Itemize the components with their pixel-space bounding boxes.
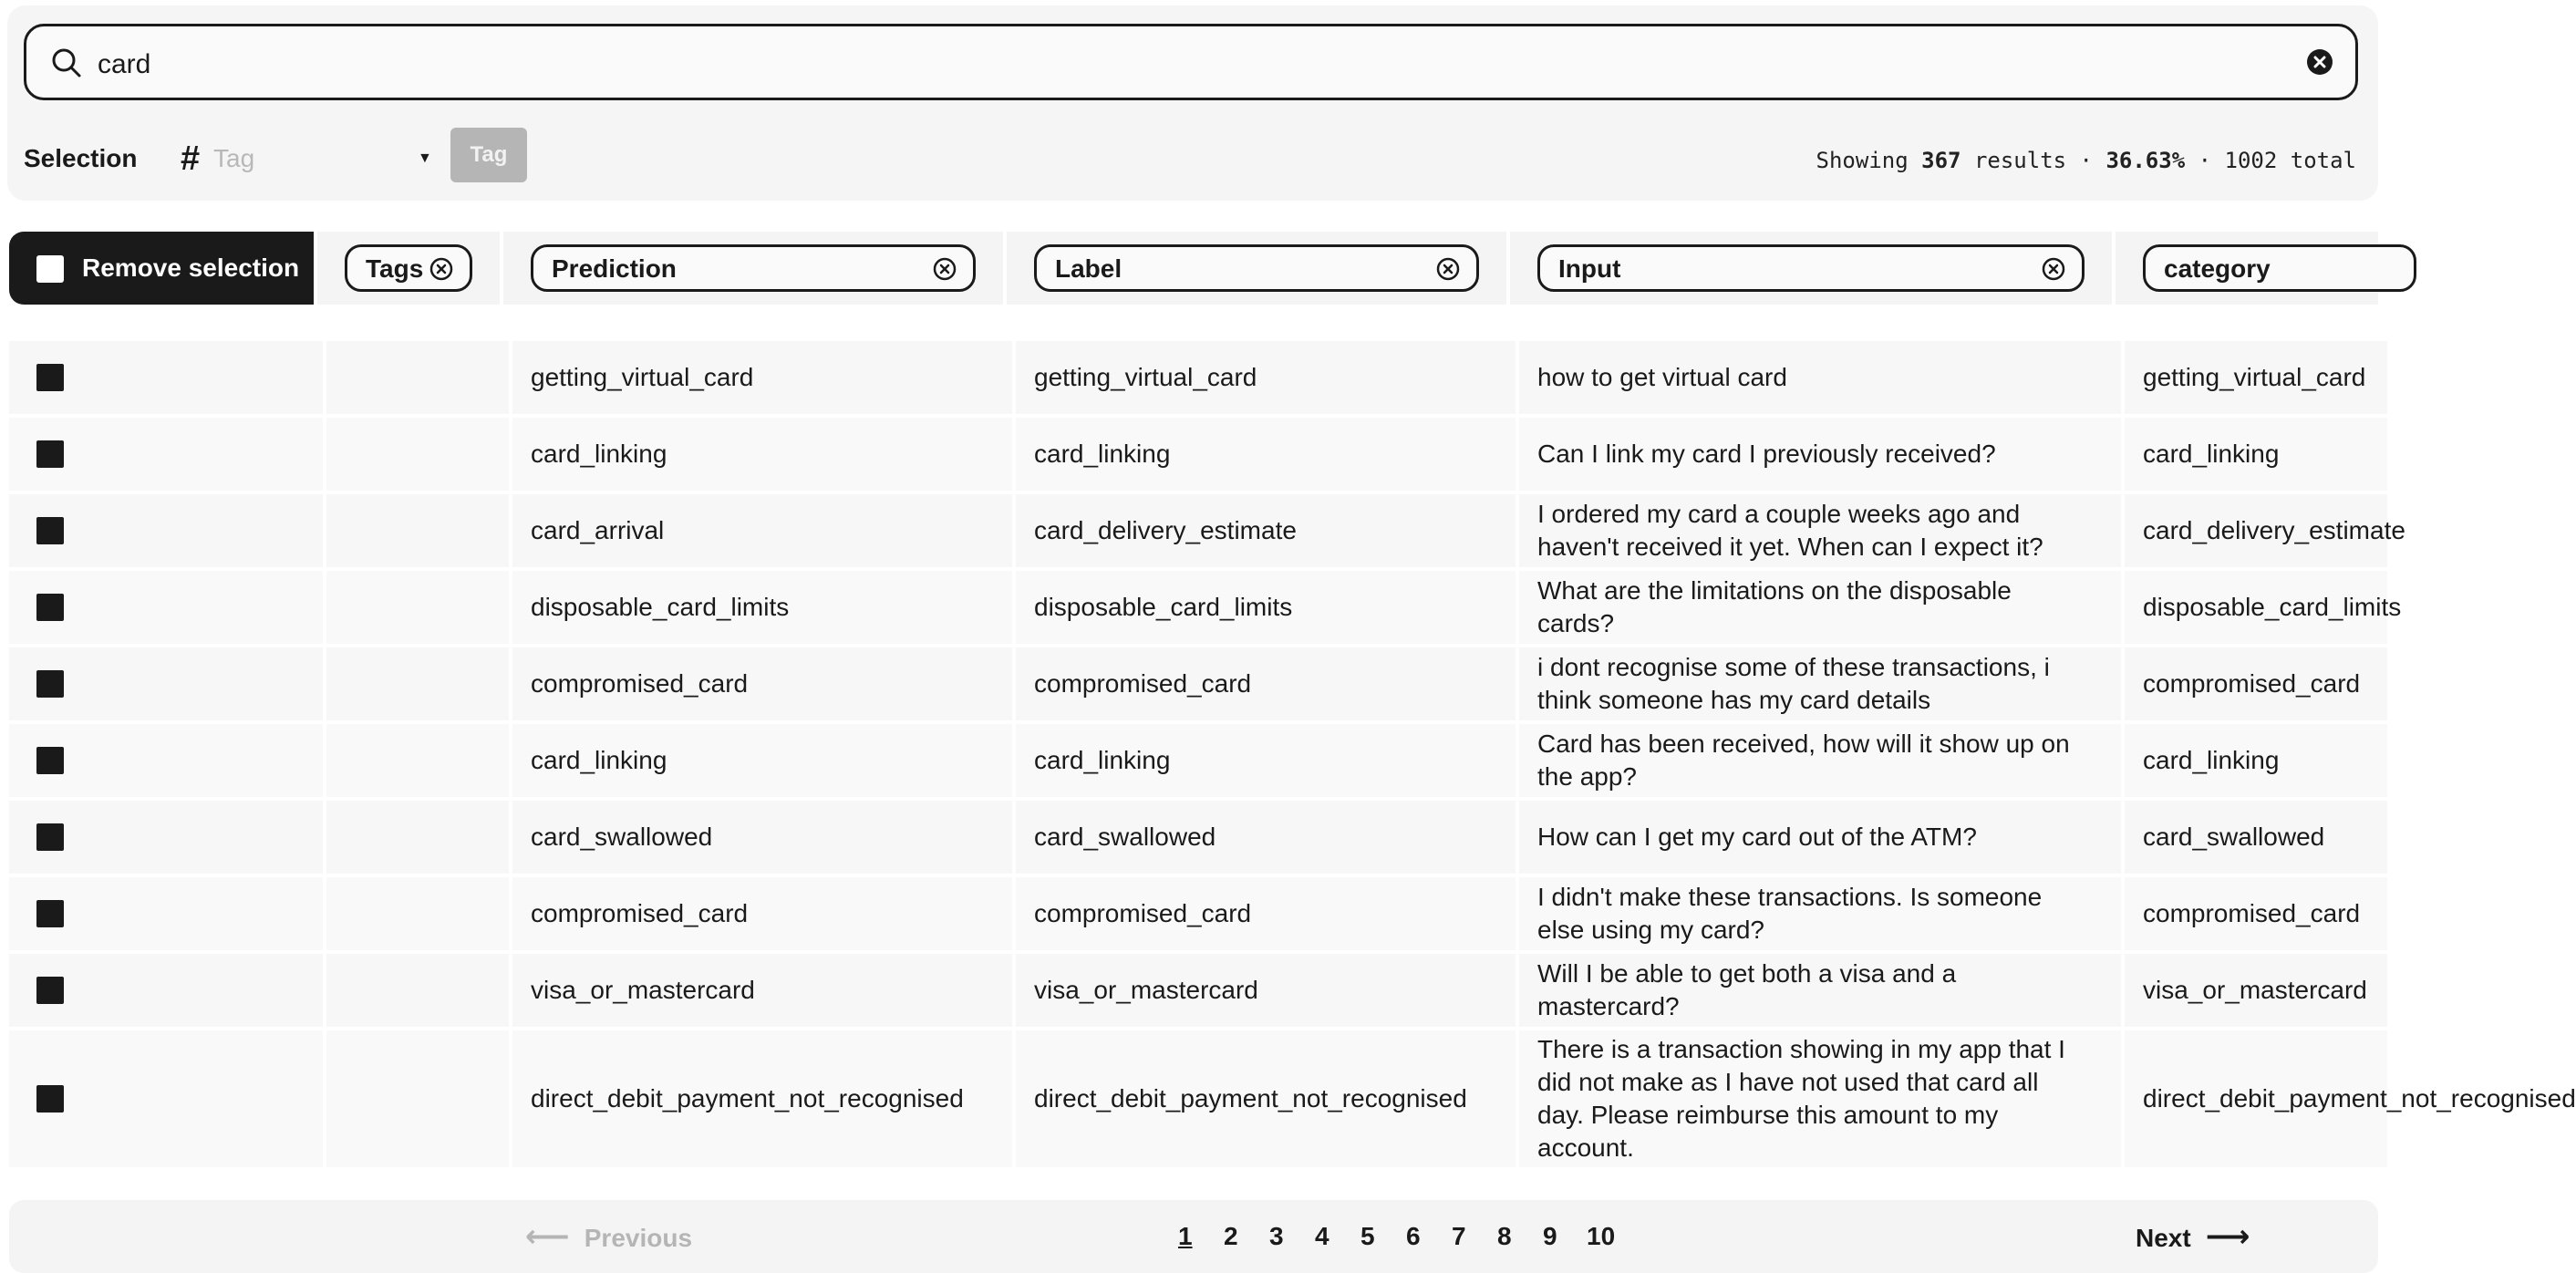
cell-prediction: [512, 724, 1012, 797]
cell-input: [1519, 571, 2121, 644]
cell-text-label: disposable_card_limits: [1034, 593, 1293, 621]
cell-text-input: There is a transaction showing in my app that I did not make as I have not used that card all day. Please reimburse this amount to my account.: [1537, 1035, 2065, 1162]
table-row[interactable]: [9, 647, 2378, 720]
cell-text-prediction: compromised_card: [531, 669, 749, 698]
cell-text-label: visa_or_mastercard: [1034, 976, 1258, 1004]
row-checkbox[interactable]: [36, 747, 64, 774]
cell-text-label: direct_debit_payment_not_recognised: [1034, 1084, 1467, 1113]
results-summary: [1816, 144, 2356, 177]
cell-input: [1519, 341, 2121, 414]
remove-selection-label: Remove selection: [82, 254, 300, 282]
cell-label: [1016, 1030, 1516, 1167]
column-filter-label[interactable]: [1034, 244, 1479, 292]
cell-input: [1519, 494, 2121, 567]
results-suffix: results ·: [1973, 148, 2093, 173]
cell-text-prediction: card_linking: [531, 440, 667, 468]
table-row[interactable]: [9, 724, 2378, 797]
cell-category: [2125, 724, 2387, 797]
page-link[interactable]: 2: [1224, 1222, 1238, 1250]
cell-text-input: I ordered my card a couple weeks ago and haven't received it yet. When can I expect it?: [1537, 500, 2043, 561]
cell-input: [1519, 801, 2121, 874]
cell-tags: [326, 954, 509, 1027]
cell-tags: [326, 494, 509, 567]
close-circle-icon[interactable]: [2042, 257, 2065, 281]
cell-text-category: compromised_card: [2143, 669, 2361, 698]
cell-input: [1519, 418, 2121, 491]
cell-text-input: Will I be able to get both a visa and a mastercard?: [1537, 959, 1957, 1020]
chevron-down-icon[interactable]: ▼: [418, 150, 432, 166]
cell-text-label: card_linking: [1034, 440, 1171, 468]
row-checkbox[interactable]: [36, 823, 64, 851]
column-filter-tags[interactable]: [345, 244, 472, 292]
cell-label: [1016, 647, 1516, 720]
column-label-tags: Tags: [366, 254, 424, 283]
column-label-label: Label: [1055, 254, 1122, 283]
table-row[interactable]: [9, 418, 2378, 491]
cell-check: [9, 724, 323, 797]
cell-prediction: [512, 647, 1012, 720]
pagination: [9, 1200, 2378, 1273]
cell-text-input: How can I get my card out of the ATM?: [1537, 823, 1977, 851]
cell-label: [1016, 571, 1516, 644]
cell-text-category: direct_debit_payment_not_recognised: [2143, 1084, 2576, 1113]
page-link[interactable]: 8: [1497, 1222, 1512, 1250]
cell-category: [2125, 341, 2387, 414]
table-row[interactable]: [9, 571, 2402, 644]
cell-label: [1016, 724, 1516, 797]
tag-select[interactable]: Tag: [213, 144, 255, 172]
cell-prediction: [512, 571, 1012, 644]
cell-text-input: Can I link my card I previously received?: [1537, 440, 1996, 468]
row-checkbox[interactable]: [36, 900, 64, 927]
column-filter-category[interactable]: [2143, 244, 2416, 292]
cell-prediction: [512, 954, 1012, 1027]
page-link[interactable]: 9: [1543, 1222, 1557, 1250]
row-checkbox[interactable]: [36, 517, 64, 544]
results-total: · 1002 total: [2198, 148, 2356, 173]
cell-label: [1016, 877, 1516, 950]
cell-text-label: card_linking: [1034, 746, 1171, 774]
cell-prediction: [512, 801, 1012, 874]
results-percent: 36.63%: [2105, 148, 2186, 173]
cell-text-prediction: card_arrival: [531, 516, 665, 544]
select-all-checkbox[interactable]: [36, 255, 64, 283]
arrow-right-icon: ⟶: [2205, 1219, 2250, 1254]
cell-input: [1519, 877, 2121, 950]
cell-text-category: visa_or_mastercard: [2143, 976, 2367, 1004]
cell-check: [9, 571, 323, 644]
cell-text-label: card_swallowed: [1034, 823, 1216, 851]
column-label-category: category: [2164, 254, 2271, 283]
close-circle-icon[interactable]: [429, 257, 453, 281]
column-header-prediction: [503, 232, 1003, 305]
cell-check: [9, 418, 323, 491]
column-filter-input[interactable]: [1537, 244, 2085, 292]
row-checkbox[interactable]: [36, 670, 64, 698]
hash-icon: #: [181, 140, 201, 178]
cell-tags: [326, 724, 509, 797]
cell-category: [2125, 1030, 2576, 1167]
cell-text-category: card_linking: [2143, 440, 2280, 468]
cell-category: [2125, 494, 2405, 567]
cell-prediction: [512, 418, 1012, 491]
cell-input: [1519, 724, 2121, 797]
column-header-label: [1007, 232, 1506, 305]
row-checkbox[interactable]: [36, 1085, 64, 1113]
cell-text-label: compromised_card: [1034, 669, 1252, 698]
cell-text-category: disposable_card_limits: [2143, 593, 2402, 621]
cell-tags: [326, 877, 509, 950]
cell-text-prediction: card_linking: [531, 746, 667, 774]
cell-input: [1519, 954, 2121, 1027]
cell-text-prediction: disposable_card_limits: [531, 593, 790, 621]
cell-category: [2125, 418, 2387, 491]
table-row[interactable]: [9, 1030, 2576, 1167]
cell-prediction: [512, 1030, 1012, 1167]
results-count: 367: [1921, 148, 1961, 173]
cell-tags: [326, 801, 509, 874]
cell-text-label: getting_virtual_card: [1034, 363, 1257, 391]
selection-label: Selection: [24, 144, 138, 172]
filter-panel: [7, 5, 2378, 201]
cell-text-category: card_linking: [2143, 746, 2280, 774]
next-label: Next: [2136, 1224, 2191, 1252]
cell-prediction: [512, 877, 1012, 950]
showing-prefix: Showing: [1816, 148, 1909, 173]
row-checkbox[interactable]: [36, 594, 64, 621]
cell-text-prediction: compromised_card: [531, 899, 749, 927]
page-link[interactable]: 3: [1269, 1222, 1284, 1250]
cell-input: [1519, 1030, 2121, 1167]
cell-label: [1016, 954, 1516, 1027]
cell-category: [2125, 954, 2387, 1027]
cell-label: [1016, 418, 1516, 491]
data-table: [0, 228, 2576, 1167]
cell-prediction: [512, 494, 1012, 567]
column-label-input: Input: [1558, 254, 1621, 283]
table-row[interactable]: [9, 494, 2405, 567]
cell-check: [9, 954, 323, 1027]
column-filter-prediction[interactable]: [531, 244, 976, 292]
cell-check: [9, 341, 323, 414]
cell-tags: [326, 341, 509, 414]
arrow-left-icon: ⟵: [525, 1219, 570, 1254]
cell-text-category: card_swallowed: [2143, 823, 2325, 851]
close-circle-icon[interactable]: [2304, 47, 2335, 78]
cell-check: [9, 877, 323, 950]
page-link[interactable]: 7: [1452, 1222, 1466, 1250]
search-input[interactable]: [24, 24, 2358, 100]
cell-check: [9, 1030, 323, 1167]
cell-text-input: What are the limitations on the disposable cards?: [1537, 576, 2012, 637]
column-label-prediction: Prediction: [552, 254, 677, 283]
column-header-tags: [317, 232, 500, 305]
next-page-button[interactable]: [2136, 1218, 2250, 1257]
cell-text-label: compromised_card: [1034, 899, 1252, 927]
cell-category: [2125, 571, 2402, 644]
page-link[interactable]: 4: [1315, 1222, 1329, 1250]
close-circle-icon[interactable]: [1436, 257, 1460, 281]
cell-label: [1016, 801, 1516, 874]
cell-tags: [326, 1030, 509, 1167]
cell-tags: [326, 647, 509, 720]
cell-text-input: i dont recognise some of these transactions, i think someone has my card details: [1537, 653, 2050, 714]
cell-text-input: Card has been received, how will it show up on the app?: [1537, 730, 2070, 791]
column-header-category: [2116, 232, 2378, 305]
cell-check: [9, 494, 323, 567]
page-link[interactable]: 5: [1360, 1222, 1375, 1250]
cell-category: [2125, 801, 2387, 874]
cell-tags: [326, 571, 509, 644]
close-circle-icon[interactable]: [933, 257, 957, 281]
cell-text-prediction: card_swallowed: [531, 823, 713, 851]
search-icon: [48, 45, 85, 81]
table-row[interactable]: [9, 877, 2378, 950]
row-checkbox[interactable]: [36, 977, 64, 1004]
cell-category: [2125, 647, 2387, 720]
apply-tag-button[interactable]: Tag: [450, 128, 527, 182]
table-row[interactable]: [9, 341, 2378, 414]
cell-label: [1016, 494, 1516, 567]
cell-text-category: card_delivery_estimate: [2143, 516, 2405, 544]
remove-selection-button[interactable]: [9, 232, 314, 305]
row-checkbox[interactable]: [36, 440, 64, 468]
cell-text-input: I didn't make these transactions. Is someone else using my card?: [1537, 883, 2043, 944]
row-checkbox[interactable]: [36, 364, 64, 391]
cell-check: [9, 647, 323, 720]
cell-tags: [326, 418, 509, 491]
table-row[interactable]: [9, 801, 2378, 874]
column-header-input: [1510, 232, 2112, 305]
cell-text-input: how to get virtual card: [1537, 363, 1787, 391]
page-link[interactable]: 10: [1587, 1222, 1616, 1250]
page-link[interactable]: 1: [1178, 1222, 1193, 1250]
cell-text-category: compromised_card: [2143, 899, 2361, 927]
cell-label: [1016, 341, 1516, 414]
cell-text-label: card_delivery_estimate: [1034, 516, 1297, 544]
previous-label: Previous: [584, 1224, 693, 1252]
previous-page-button[interactable]: [525, 1218, 692, 1257]
cell-input: [1519, 647, 2121, 720]
search-query[interactable]: card: [98, 49, 151, 79]
cell-check: [9, 801, 323, 874]
cell-text-category: getting_virtual_card: [2143, 363, 2366, 391]
cell-prediction: [512, 341, 1012, 414]
cell-text-prediction: visa_or_mastercard: [531, 976, 755, 1004]
table-row[interactable]: [9, 954, 2378, 1027]
cell-text-prediction: direct_debit_payment_not_recognised: [531, 1084, 964, 1113]
page-link[interactable]: 6: [1406, 1222, 1421, 1250]
cell-category: [2125, 877, 2387, 950]
cell-text-prediction: getting_virtual_card: [531, 363, 754, 391]
